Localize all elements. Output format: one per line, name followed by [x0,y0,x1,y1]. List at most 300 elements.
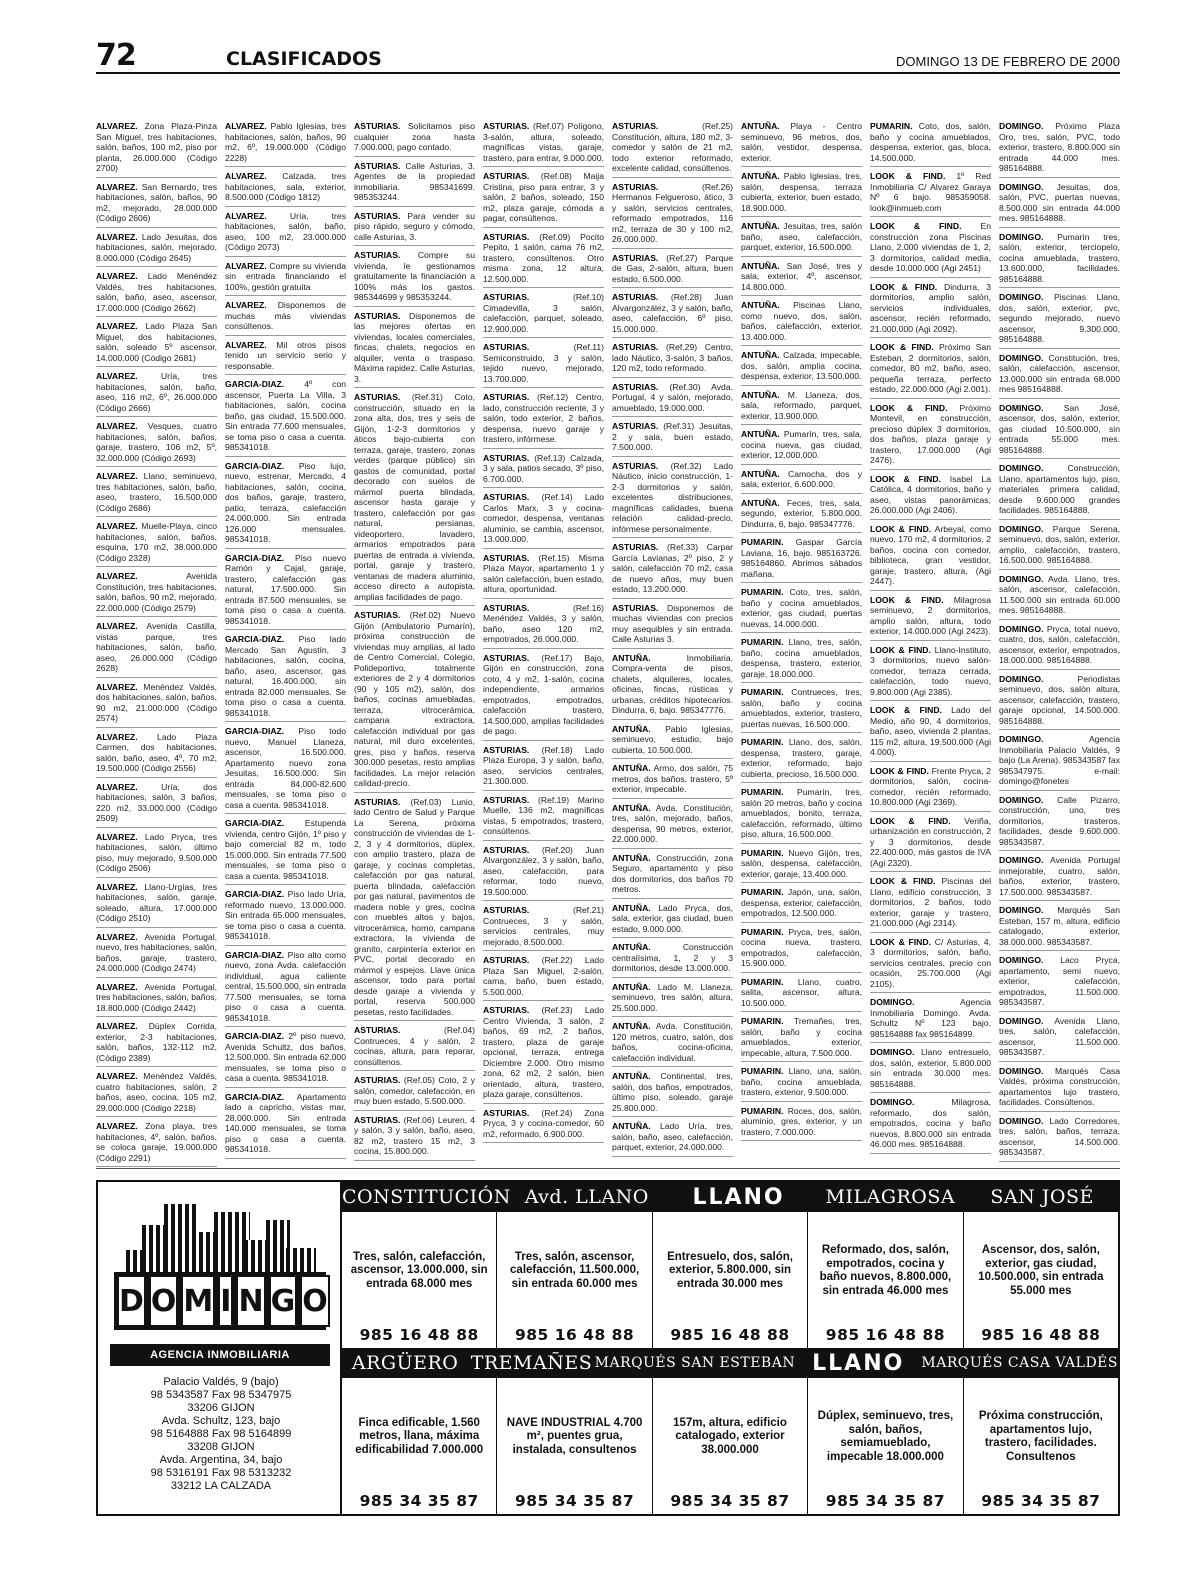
classified-ad [483,491,604,549]
classified-ad [96,520,217,567]
location-name: Avd. LLANO [524,1186,649,1208]
classified-ad [96,270,217,317]
ad-advertiser: ANTUÑA. [741,300,780,310]
ad-advertiser: ANTUÑA. [612,1021,651,1031]
classified-ad [741,786,862,844]
ad-text: Piso nuevo Ramón y Cajal, garaje, trastero, calefacción gas natural, 17.500.000. Sin entrada 87.500 mensuales, se toma piso o casa a cuenta. 985341018. [225,552,346,626]
classified-ad [96,981,217,1018]
classified-ad [870,936,991,994]
ad-advertiser: ANTUÑA. [741,121,780,131]
ad-text: Camocha, dos y sala, exterior, 6.600.000. [741,468,862,489]
classified-ad [225,460,346,549]
ad-text: Compre su vivienda sin entrada financiando el 100%, gestión gratuita [225,260,347,292]
ad-text: Avenida Portugal, nuevo, tres habitaciones, salón, baños, garaje, trastero, 24.000.000 (Código 2474) [96,931,217,973]
ad-advertiser: LOOK & FIND. [870,876,936,886]
offer-phone: 985 34 35 87 [825,1492,946,1510]
offer-description: Dúplex, seminuevo, tres, salón, baños, semiamueblado, impecable 18.000.000 [817,1410,954,1463]
ad-advertiser: ASTURIAS. [354,796,401,807]
ad-text: Pablo Iglesias, seminuevo, estudio, bajo cubierta, 10.500.000. [612,723,733,755]
ad-text: Zona playa, tres habitaciones, 4º, salón, baños, se coloca garaje, 19.000.000 (Código 2291) [96,1121,217,1163]
offer-card [808,1378,963,1514]
ad-text: (Ref.28) Juan Alvargonzález, 3 y salón, baño, aseo, calefacción, 6º piso, 15.000.000. [612,292,733,334]
offer-card [653,1378,808,1514]
classified-ad [741,886,862,923]
classified-ad [96,731,217,778]
logo-letter: I [218,1275,233,1327]
ad-text: Llano, tres, salón, baño, cocina amueblados, despensa, trastero, exterior, garaje, 18.000.000. [741,637,863,679]
classified-ad [870,1096,991,1154]
ad-advertiser: ANTUÑA. [612,763,651,773]
ad-advertiser: ASTURIAS. [354,610,401,620]
classified-ads-grid [96,120,1120,1168]
location-name: TREMAÑES [470,1352,593,1374]
ad-advertiser: PUMARIN. [741,537,784,547]
classified-ad [741,260,862,297]
ad-advertiser: ASTURIAS. [612,602,659,613]
ad-advertiser: LOOK & FIND. [870,644,931,655]
location-name: CONSTITUCIÓN [342,1186,511,1208]
offer-row [342,1182,1118,1348]
classified-ad [225,170,346,207]
classified-ad [483,291,604,338]
ad-text: Llano, una, salón, baño, cocina amueblada, trastero, exterior, 9.500.000. [741,1066,862,1097]
classified-ad [96,620,217,678]
ad-text: Construcción centralísima, 1, 2 y 3 dormitorios, desde 13.000.000. [612,942,733,973]
classified-ad [999,181,1120,228]
ad-advertiser: ALVAREZ. [96,231,138,242]
ad-advertiser: GARCIA-DIAZ. [225,818,285,828]
ad-advertiser: ANTUÑA. [612,802,651,813]
classified-ad [612,341,733,378]
classified-ad [96,370,217,417]
ad-text: (Ref.16) Menéndez Valdés, 3 y salón, baño, aseo 120 m2, empotrados, 26.000.000. [483,602,604,644]
ad-advertiser: ALVAREZ. [96,1071,138,1081]
ad-text: (Ref.24) Zona Pryca, 3 y cocina-comedor, 60 m2, reformado, 6.900.000. [483,1107,604,1139]
offer-cells [342,1212,1118,1348]
ad-advertiser: LOOK & FIND. [870,815,951,826]
ad-advertiser: GARCIA-DIAZ. [225,889,285,899]
classified-ad [870,120,991,167]
classified-ad [225,725,346,814]
ad-text: Nuevo Gijón, tres, salón, despensa, calefacción, exterior, garaje, 13.400.000. [741,847,863,879]
offer-description: Tres, salón, ascensor, calefacción, 11.500.000, sin entrada 60.000 mes [510,1250,640,1290]
ad-advertiser: ALVAREZ. [225,210,267,221]
ad-text: (Ref.26) Hermanos Felgueroso, ático, 3 y salón, servicios centrales, reformado empotrados, 116 m2, terraza de 30 y 100 m2, 26.000.000. [612,181,733,244]
classified-ad [225,817,346,885]
ad-text: Lado Pryca, tres habitaciones, salón, último piso, muy mejorado, 9.500.000 (Código 2506) [96,831,218,873]
ad-text: (Ref.12) Centro, lado, construcción reciente, 3 y salón, todo exterior, 2 baños, despensa, nuevo garaje y trastero, infórmese. [483,392,604,444]
ad-advertiser: ALVAREZ. [225,300,267,310]
ad-text: Agencia Inmobiliaria Domingo. Avda. Schultz Nº 123 bajo. 985164888 fax 985164899. [870,997,991,1039]
classified-ad [741,1105,862,1142]
classified-ad [612,1020,733,1067]
ad-text: (Ref.17) Bajo, Gijón en construcción, zona coto, 4 y m2, 1-salón, cocina independiente, armarios empotrados, empotrados, calefacción trastero, 14.500.000, amplias facilidades de pago. [483,652,604,736]
ad-text: Avenida Portugal, tres habitaciones, salón, baños, 18.800.000 (Código 2442) [96,981,217,1013]
ad-text: Piso lado Uría, reformado nuevo, 13.000.000. Sin entrada 65.000 mensuales, se toma piso o casa a cuenta. 985341018. [225,889,346,941]
ad-text: (Ref.03) Lunio, lado Centro de Salud y Parque La Serena, próxima construcción de viviendas de 1-2, 3 y 4 dormitorios, dúplex, con amplio trastero, plaza de garaje, y cocinas completas, calefacción por gas natural, puerta blindada, calefacción por gas natural, pavimentos de madera noble y gres, cocina con muebles altos y bajos, vitrocerámica, horno, campana extractora, la vivienda de granito, carpintería exterior en PVC, portal decorado en mármol y espejos. Llave única ascensor, todo para portal desde garaje a vivienda y portal, reserva 500.000 pesetas, resto facilidades. [354,796,475,1017]
logo-letter: O [300,1275,330,1327]
ad-text: (Ref.32) Lado Náutico, inicio construcción, 1-2-3 dormitorios y salón, excelentes distribuciones, magníficas calidades, buena relación calidad-precio, infórmese personalmente. [612,460,733,534]
classified-ad [354,391,475,606]
ad-advertiser: LOOK & FIND. [870,342,934,352]
agency-brand-panel [98,1182,342,1514]
ad-advertiser: ALVAREZ. [96,571,138,581]
classified-ad [612,420,733,457]
classified-ad [225,552,346,631]
classified-ad [870,523,991,591]
ad-advertiser: ASTURIAS. [483,171,530,181]
ad-advertiser: ALVAREZ. [96,881,138,892]
offer-phone: 985 34 35 87 [670,1492,790,1510]
classified-ad [999,523,1120,570]
ad-advertiser: DOMINGO. [999,1115,1044,1126]
ad-text: Lado M. Llaneza, seminuevo, tres salón, altura, 25.500.000. [612,981,733,1013]
location-strip [342,1182,1118,1212]
classified-ad [999,1065,1120,1112]
classified-ad [612,762,733,799]
classified-ad [870,594,991,641]
ad-advertiser: ALVAREZ. [96,781,138,792]
ad-text: Avda. Constitución, tres, salón, mejorado, baños, despensa, 90 metros, exterior, 22.000.000. [612,802,733,844]
classified-ad [870,815,991,873]
offer-card [808,1212,963,1348]
ad-advertiser: DOMINGO. [999,623,1044,634]
ad-text: Vesques, cuatro habitaciones, salón, baños, garaje, trastero, 106 m2, 5º, 32.000.000 (Código 2693) [96,421,217,463]
classified-ad [96,570,217,617]
ad-text: Lado Plaza San Miguel, dos habitaciones, salón, soleado 5º ascensor, 14.000.000 (Código 2681) [96,321,217,363]
classified-ad [354,1024,475,1071]
classified-ad [96,120,217,178]
classified-ad [96,231,217,268]
classified-ad [741,120,862,167]
ad-advertiser: LOOK & FIND. [870,221,962,231]
ad-advertiser: DOMINGO. [999,1015,1044,1026]
ad-text: (Ref.22) Lado Plaza San Miguel, 2-salón, cama, baño, buen estado, 5.500.000. [483,955,604,997]
ad-text: Llano, seminuevo, tres habitaciones, salón, baño, aseo, trastero, 16.500.000 (Código 2686) [96,471,217,513]
classified-ad [741,497,862,534]
ad-text: Piso lado Mercado San Agustín, 3 habitaciones, salón, cocina, baño, aseo, ascensor, gas natural, 16.400.000, sin entrada 82.000 mensuales. Se toma piso o casa a cuenta. 985341018. [225,634,347,718]
logo-letter: G [269,1275,298,1327]
ad-advertiser: ASTURIAS. [612,342,659,352]
classified-ad [741,389,862,426]
classified-ad [741,299,862,346]
ad-advertiser: LOOK & FIND. [870,171,946,181]
offer-description: Finca edificable, 1.560 metros, llana, máxima edificabilidad 7.000.000 [355,1416,484,1456]
classified-ad [870,704,991,762]
offer-phone: 985 16 48 88 [670,1326,790,1344]
page-header [96,38,1120,74]
classified-ad [612,723,733,760]
ad-advertiser: ASTURIAS. [354,1075,401,1085]
classified-column [999,120,1120,1168]
ad-text: Construcción, Llano, apartamentos lujo, piso, materiales primera calidad, desde 9.600.000 grandes facilidades. 985164888. [999,463,1120,515]
ad-text: (Ref.05) Coto, 2 y salón, comedor, calefacción, en muy buen estado, 5.500.000. [354,1075,476,1106]
ad-text: Arbeyal, como nuevo, 170 m2, 4 dormitorios, 2 baños, cocina con comedor, biblioteca, gran vestidor, garaje, trastero, altura, (Agi 2447). [870,523,991,586]
offer-phone: 985 16 48 88 [514,1326,635,1344]
classified-ad [225,1091,346,1159]
ad-advertiser: DOMINGO. [999,181,1044,192]
ad-text: Jesuitas, dos, salón, PVC, puertas nuevas, 8.500.000 sin entrada 44.000 mes. 985164888. [999,181,1120,223]
classified-ad [96,831,217,878]
ad-text: Periodistas seminuevo, dos, salón altura, ascensor, calefacción, trastero, garaje opcional, 14.500.000. 985164888. [999,673,1120,726]
classified-ad [612,181,733,249]
ad-advertiser: DOMINGO. [999,231,1044,242]
ad-advertiser: ANTUÑA. [741,497,780,508]
ad-text: Avenida Constitución, tres habitaciones, salón, baños, 90 m2, mejorado, 22.000.000 (Código 2579) [96,571,217,613]
ad-text: Disponemos de muchas viviendas con precios muy asequibles y sin entrada. Calle Asturias 3. [612,602,733,644]
classified-ad [999,573,1120,620]
ad-advertiser: DOMINGO. [999,1065,1044,1076]
ad-text: Feces, tres, sala, segundo, exterior, 5.800.000. Dindurra, 6, bajo. 985347776. [741,497,863,529]
ad-text: Lado Menéndez Valdés, tres habitaciones, salón, baño, aseo, ascensor, 17.000.000 (Código 2662) [96,271,218,313]
classified-ad [483,954,604,1001]
ad-advertiser: LOOK & FIND. [870,765,929,776]
ad-text: Coto, dos, salón, baño y cocina amueblados, despensa, exterior, gas, bloca, 14.500.000. [870,121,991,163]
ad-advertiser: ANTUÑA. [612,652,651,663]
logo-letter: D [117,1275,146,1327]
ad-text: Piso todo nuevo, Manuel Llaneza, ascensor, 16.500.000. Apartamento nuevo zona Jesuitas, 16.500.000. Sin entrada 84.000-82.600 mensuales, se toma piso o casa a cuenta. 985341018. [225,726,346,810]
ad-text: Roces, dos, salón, aluminio, gres, exterior, y un trastero, 7.000.000. [741,1105,863,1137]
ad-advertiser: PUMARIN. [741,637,784,647]
ad-advertiser: ASTURIAS. [354,210,401,221]
offer-description: Tres, salón, calefacción, ascensor, 13.000.000, sin entrada 68.000 mes [350,1250,488,1290]
ad-text: Avenida Castilla, vistas parque, tres habitaciones, salón, baño, aseo, 26.000.000 (Código 2628) [96,621,217,673]
ad-text: Jesuitas, tres, salón baño, aseo, calefacción, parquet, exterior, 16.500.000. [741,221,862,252]
ad-text: Piso lujo, nuevo, estrenar, Mercado, 4 habitaciones, salón, cocina, dos baños, garaje, trastero, patio, terraza, calefacción 24.000.000. Sin entrada 126.000 mensuales. 985341018. [225,460,346,544]
classified-ad [741,686,862,733]
ad-text: Llano, cuatro, salita, ascensor, altura, 10.500.000. [741,976,862,1008]
classified-ad [483,844,604,902]
address-line: 33206 GIJON [187,1402,255,1414]
ad-text: Coto, tres, salón, baño y cocina amueblados, exterior, gas ciudad, puertas nuevas, 14.000.000. [741,587,862,629]
ad-text: 4º con ascensor, Puerta La Villa, 3 habitaciones, salón, cocina baño, gas ciudad, 15.500.000. Sin entrada 77.600 mensuales, se toma piso o casa a cuenta. 985341018. [225,379,346,452]
classified-ad [870,402,991,470]
ad-text: Dúplex Corrida, exterior, 2-3 habitaciones, salón, baños, 132-112 m2, (Código 2389) [96,1021,218,1063]
ad-advertiser: ASTURIAS. [354,121,401,131]
ad-text: Menéndez Valdés, dos habitaciones, salón, baños, 90 m2, 21.000.000 (Código 2574) [96,681,218,723]
ad-advertiser: ASTURIAS. [612,460,659,471]
ad-advertiser: LOOK & FIND. [870,594,944,605]
classified-ad [999,673,1120,731]
ad-advertiser: PUMARIN. [741,1105,784,1116]
ad-advertiser: ASTURIAS. [354,250,401,260]
classified-ad [741,1065,862,1102]
classified-ad [483,794,604,841]
address-line: Palacio Valdés, 9 (bajo) [163,1376,279,1388]
classified-ad [483,170,604,228]
ad-advertiser: LOOK & FIND. [870,523,932,534]
classified-ad [999,733,1120,791]
ad-text: Frente Pryca, 2 dormitorios, salón, cocina-comedor, recién reformado, 10.800.000 (Agi 2369). [870,765,991,807]
ad-text: (Ref.21) Contrueces, 3 y salón, servicios centrales, muy mejorado, 8.500.000. [483,905,604,947]
ad-advertiser: DOMINGO. [870,1097,915,1107]
property-offers [342,1182,1118,1514]
ad-text: (Ref.31) Jesuitas, 2 y sala, buen estado, 7.500.000. [612,421,733,452]
ad-advertiser: ANTUÑA. [612,852,651,863]
logo-letter: M [181,1275,215,1327]
classified-ad [354,210,475,247]
ad-advertiser: ALVAREZ. [96,731,138,742]
ad-text: Parque Serena, seminuevo, dos, salón, exterior, amplio, calefacción, trastero, 16.500.000. 985164888. [999,523,1120,565]
classified-ad [483,904,604,951]
ad-advertiser: ANTUÑA. [612,723,651,734]
ad-advertiser: DOMINGO. [999,463,1044,473]
offer-phone: 985 34 35 87 [981,1492,1101,1510]
ad-advertiser: PUMARIN. [741,847,784,858]
classified-ad [483,552,604,599]
ad-text: Avenida Portugal inmejorable, cuatro, salón, baños, exterior, trastero, 17.500.000. 985343587. [999,855,1120,897]
ad-advertiser: ALVAREZ. [96,471,138,481]
ad-advertiser: ALVAREZ. [96,1121,138,1131]
ad-advertiser: ALVAREZ. [96,521,138,531]
ad-advertiser: ANTUÑA. [612,1121,651,1131]
classified-ad [741,926,862,973]
classified-ad [999,794,1120,852]
ad-text: Piscinas Llano, dos, salón, exterior, pvc, segundo mejorado, nuevo ascensor, 9.300.000, 985164888. [999,292,1120,344]
ad-text: Uría, tres habitaciones, salón, baño, aseo, 100 m2, 23.000.000 (Código 2073) [225,210,346,252]
address-line: 98 5164888 Fax 98 5164899 [150,1428,292,1440]
ad-text: Japón, una, salón, despensa, exterior, calefacción, empotrados, 12.500.000. [741,887,862,918]
ad-advertiser: ASTURIAS. [483,652,530,663]
ad-advertiser: GARCIA-DIAZ. [225,460,285,471]
ad-text: Calle Pizarro, construcción, uno, tres dormitorios, trasteros, facilidades, desde 9.600.000. 985343587. [999,794,1120,847]
ad-advertiser: ASTURIAS. [483,602,530,613]
ad-advertiser: GARCIA-DIAZ. [225,1091,285,1102]
classified-column [225,120,346,1168]
ad-text: Isabel La Católica, 4 dormitorios, baño y aseo, vistas panorámicas, 26.000.000 (Agi 2406). [870,473,991,515]
page-number: 72 [96,38,136,73]
ad-advertiser: ALVAREZ. [96,621,138,631]
ad-text: Apartamento lado a capricho, vistas mar, 28.000.000. Sin entrada 140.000 mensuales, se toma piso o casa a cuenta. 985341018. [225,1091,346,1154]
ad-advertiser: GARCIA-DIAZ. [225,379,285,389]
classified-ad [225,299,346,336]
ad-advertiser: ALVAREZ. [96,421,138,431]
ad-advertiser: DOMINGO. [999,573,1044,584]
classified-ad [741,349,862,386]
ad-text: San José, tres y sala, exterior, 4º, ascensor, 14.800.000. [741,260,862,292]
ad-advertiser: DOMINGO. [999,673,1044,684]
location-name: SAN JOSÉ [990,1186,1094,1208]
ad-advertiser: ASTURIAS. [483,1005,530,1015]
classified-ad [96,931,217,978]
ad-advertiser: ALVAREZ. [96,181,138,192]
offer-phone: 985 16 48 88 [981,1326,1101,1344]
ad-text: (Ref.09) Pocito Pepito, 1 salón, cama 76 m2, trastero, consúltenos. Otro misma zona, 12 altura, 12.500.000. [483,231,604,284]
offer-card [342,1378,497,1514]
ad-advertiser: PUMARIN. [741,887,784,897]
classified-ad [612,381,733,418]
classified-ad [612,652,733,720]
offer-description: Ascensor, dos, salón, exterior, gas ciudad, 10.500.000, sin entrada 55.000 mes [978,1244,1104,1297]
ad-advertiser: DOMINGO. [999,292,1044,302]
ad-text: Lado Pryca, dos, sala, exterior, gas ciudad, buen estado, 9.000.000. [612,902,734,934]
ad-text: Para vender su piso rápido, seguro y cómodo, calle Asturias, 3. [354,210,476,242]
location-name: ARGÜERO [351,1352,459,1374]
issue-date: DOMINGO 13 DE FEBRERO DE 2000 [896,54,1120,69]
ad-advertiser: ASTURIAS. [354,160,401,171]
ad-advertiser: ASTURIAS. [612,421,659,431]
ad-advertiser: DOMINGO. [999,121,1044,131]
ad-text: Armo, dos salón, 75 metros, dos baños, trastero, 5º exterior, impecable. [612,763,733,794]
ad-text: Piscinas Llano, como nuevo, dos, salón, baños, calefacción, exterior, 13.400.000. [741,300,862,342]
ad-advertiser: DOMINGO. [999,905,1044,915]
classified-ad [870,996,991,1043]
ad-text: Llano entresuelo, dos, salón, exterior, 5.800.000 sin entrada 30.000 mes. 985164888. [870,1047,992,1089]
ad-advertiser: ALVAREZ. [225,171,267,181]
classified-ad [96,681,217,728]
ad-text: (Ref.15) Misma Plaza Mayor, apartamento 1 y salón calefacción, buen estado, altura, oportunidad. [483,552,605,594]
ad-advertiser: GARCIA-DIAZ. [225,552,285,563]
classified-ad [741,847,862,884]
classified-ad [612,941,733,978]
classified-ad [225,260,346,297]
offer-card [497,1212,652,1348]
offer-description: 157m, altura, edificio catalogado, exterior 38.000.000 [673,1416,787,1456]
ad-advertiser: ASTURIAS. [483,231,530,242]
ad-advertiser: PUMARIN. [741,787,784,797]
classified-ad [96,1070,217,1117]
classified-ad [225,378,346,457]
ad-text: M. Llaneza, dos, sala, reformado, parquet, exterior, 13.900.000. [741,389,862,421]
ad-text: (Ref.04) Contrueces, 4 y salón, 2 cocinas, altura, para reparar, consúltenos. [354,1025,475,1067]
ad-text: (Ref.18) Lado Plaza Europa, 3 y salón, baño, aseo, servicios centrales, 21.300.000. [483,744,604,786]
ad-text: Calzada, tres habitaciones, sala, exterior, 8.500.000 (Código 1812) [225,171,346,202]
ad-text: Pumarín tres, salón, exterior, terciopelo, cocina amueblada, trastero, 13.600.000, facilidades. 985164888. [999,231,1120,284]
ad-advertiser: ANTUÑA. [741,350,780,360]
classified-ad [870,875,991,933]
classified-ad [612,541,733,599]
ad-advertiser: ASTURIAS. [612,292,659,302]
classified-ad [96,1020,217,1067]
offer-description: NAVE INDUSTRIAL 4.700 m², puentes grua, instalada, consultenos [506,1416,643,1456]
ad-advertiser: LOOK & FIND. [870,705,942,715]
classified-column [741,120,862,1168]
classified-ad [741,736,862,783]
ad-advertiser: DOMINGO. [999,794,1044,805]
ad-advertiser: ANTUÑA. [612,942,651,952]
location-name: MARQUÉS CASA VALDÉS [921,1355,1118,1371]
ad-text: (Ref.19) Marino Muelle, 136 m2, magníficas vistas, 5 empotrados, trastero, consúltenos. [483,794,605,836]
address-line: 33212 LA CALZADA [170,1480,272,1492]
classified-ad [999,231,1120,289]
classified-ad [225,949,346,1028]
ad-advertiser: ASTURIAS. [354,392,401,402]
ad-text: Llano-Instituto, 3 dormitorios, nuevo salón-comedor, terraza cerrada, calefacción, todo nuevo, 9.800.000 (Agi 2385). [870,644,991,697]
classified-ad [612,120,733,178]
classified-ad [741,1015,862,1062]
ad-advertiser: GARCIA-DIAZ. [225,949,285,960]
ad-advertiser: ALVAREZ. [96,1021,138,1031]
ad-text: Disponemos de muchas más viviendas consúltenos. [225,300,346,331]
ad-advertiser: ASTURIAS. [612,542,659,552]
ad-advertiser: ASTURIAS. [354,1114,401,1125]
offer-phone: 985 34 35 87 [359,1492,479,1510]
ad-advertiser: ASTURIAS. [483,342,530,352]
address-line: 33208 GIJON [187,1441,255,1453]
ad-text: Continental, tres, salón, dos baños, empotrados, último piso, soleado, garaje 25.800.000. [612,1071,733,1113]
offer-card [497,1378,652,1514]
ad-advertiser: ALVAREZ. [225,260,267,271]
classified-ad [999,623,1120,670]
ad-text: Muelle-Playa, cinco habitaciones, salón, baños, esquina, 170 m2, 38.000.000 (Código 2328) [96,521,218,563]
classified-ad [999,462,1120,520]
ad-advertiser: ASTURIAS. [483,292,530,302]
classified-ad [870,473,991,520]
ad-advertiser: ASTURIAS. [354,310,401,321]
ad-text: Tremañes, tres, salón, baño y cocina amueblados, exterior, impecable, altura, 7.500.000. [741,1016,862,1058]
classified-ad [612,802,733,849]
section-title: CLASIFICADOS [226,48,382,70]
